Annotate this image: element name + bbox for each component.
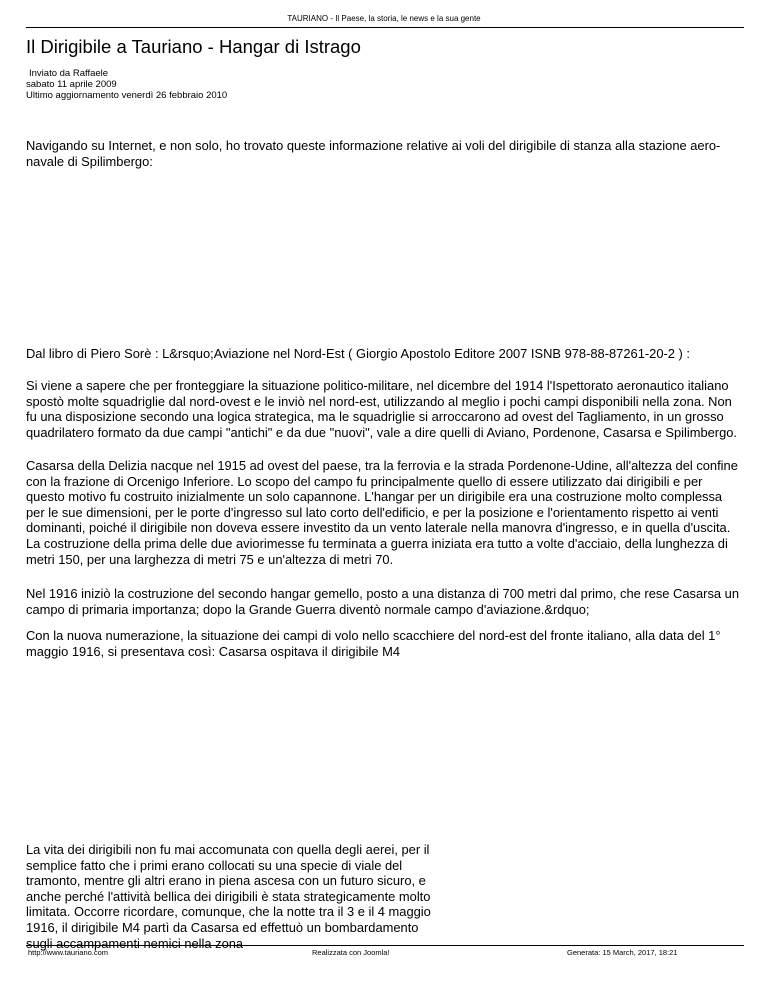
page-header: TAURIANO - Il Paese, la storia, le news e la sua gente <box>287 14 481 23</box>
article-paragraph: Navigando su Internet, e non solo, ho trovato queste informazione relative ai voli del dirigibile di stanza alla stazione aero-navale di Spilimbergo: <box>26 138 721 169</box>
header-divider <box>26 27 744 28</box>
article-paragraph: Nel 1916 iniziò la costruzione del secondo hangar gemello, posto a una distanza di 700 metri dal primo, che rese Casarsa un campo di primaria importanza; dopo la Grande Guerra diventò normale campo d'aviazione.&rdquo; <box>26 586 739 617</box>
article-paragraph: La vita dei dirigibili non fu mai accomunata con quella degli aerei, per il semplice fatto che i primi erano collocati su una specie di viale del tramonto, mentre gli altri erano in piena ascesa con un futuro sicuro, e anche perché l'attività bellica dei dirigibili è stata strategicamente molto limitata. Occorre ricordare, comunque, che la notte tra il 3 e il 4 maggio 1916, il dirigibile M4 partì da Casarsa ed effettuò un bombardamento sugli accampamenti nemici nella zona <box>26 842 431 951</box>
footer-divider <box>26 945 744 946</box>
article-paragraph: Casarsa della Delizia nacque nel 1915 ad ovest del paese, tra la ferrovia e la strada Pordenone-Udine, all'altezza del confine con la frazione di Orcenigo Inferiore. Lo scopo del campo fu principalmente quello di essere utilizzato dai dirigibili e per questo motivo fu costruito inizialmente un solo capannone. L'hangar per un dirigibile era una costruzione molto complessa per le sue dimensioni, per le porte d'ingresso sul lato corto dell'edificio, e per la posizione e l'orientamento rispetto ai venti dominanti, poiché il dirigibile non doveva essere investito da un vento laterale nella manovra d'ingresso, e in quella d'uscita. La costruzione della prima delle due aviorimesse fu terminata a guerra iniziata era tutto a volte d'acciaio, della lunghezza di metri 150, per una larghezza di metri 75 e un'altezza di metri 70. <box>26 458 738 567</box>
article-paragraph: Con la nuova numerazione, la situazione dei campi di volo nello scacchiere del nord-est del fronte italiano, alla data del 1° maggio 1916, si presentava così: Casarsa ospitava il dirigibile M4 <box>26 628 721 659</box>
footer-generated: Generata: 15 March, 2017, 18:21 <box>567 948 678 957</box>
article-title: Il Dirigibile a Tauriano - Hangar di Istrago <box>26 36 361 57</box>
article-updated: Ultimo aggiornamento venerdì 26 febbraio 2010 <box>26 90 228 101</box>
footer-credit: Realizzata con Joomla! <box>312 948 390 957</box>
article-meta <box>26 68 227 101</box>
article-paragraph: Dal libro di Piero Sorè : L&rsquo;Aviazione nel Nord-Est ( Giorgio Apostolo Editore 2007 ISNB 978-88-87261-20-2 ) : <box>26 346 690 361</box>
footer-url: http://www.tauriano.com <box>28 948 109 957</box>
article-date: sabato 11 aprile 2009 <box>26 79 117 90</box>
article-author: Inviato da Raffaele <box>29 68 109 79</box>
article-paragraph: Si viene a sapere che per fronteggiare la situazione politico-militare, nel dicembre del 1914 l'Ispettorato aeronautico italiano spostò molte squadriglie dal nord-ovest e le inviò nel nord-est, utilizzando al meglio i pochi campi disponibili nella zona. Non fu una disposizione secondo una logica strategica, ma le squadriglie si arroccarono ad ovest del Tagliamento, in un grosso quadrilatero formato da due campi "antichi" e da due "nuovi", vale a dire quelli di Aviano, Pordenone, Casarsa e Spilimbergo. <box>26 378 738 440</box>
